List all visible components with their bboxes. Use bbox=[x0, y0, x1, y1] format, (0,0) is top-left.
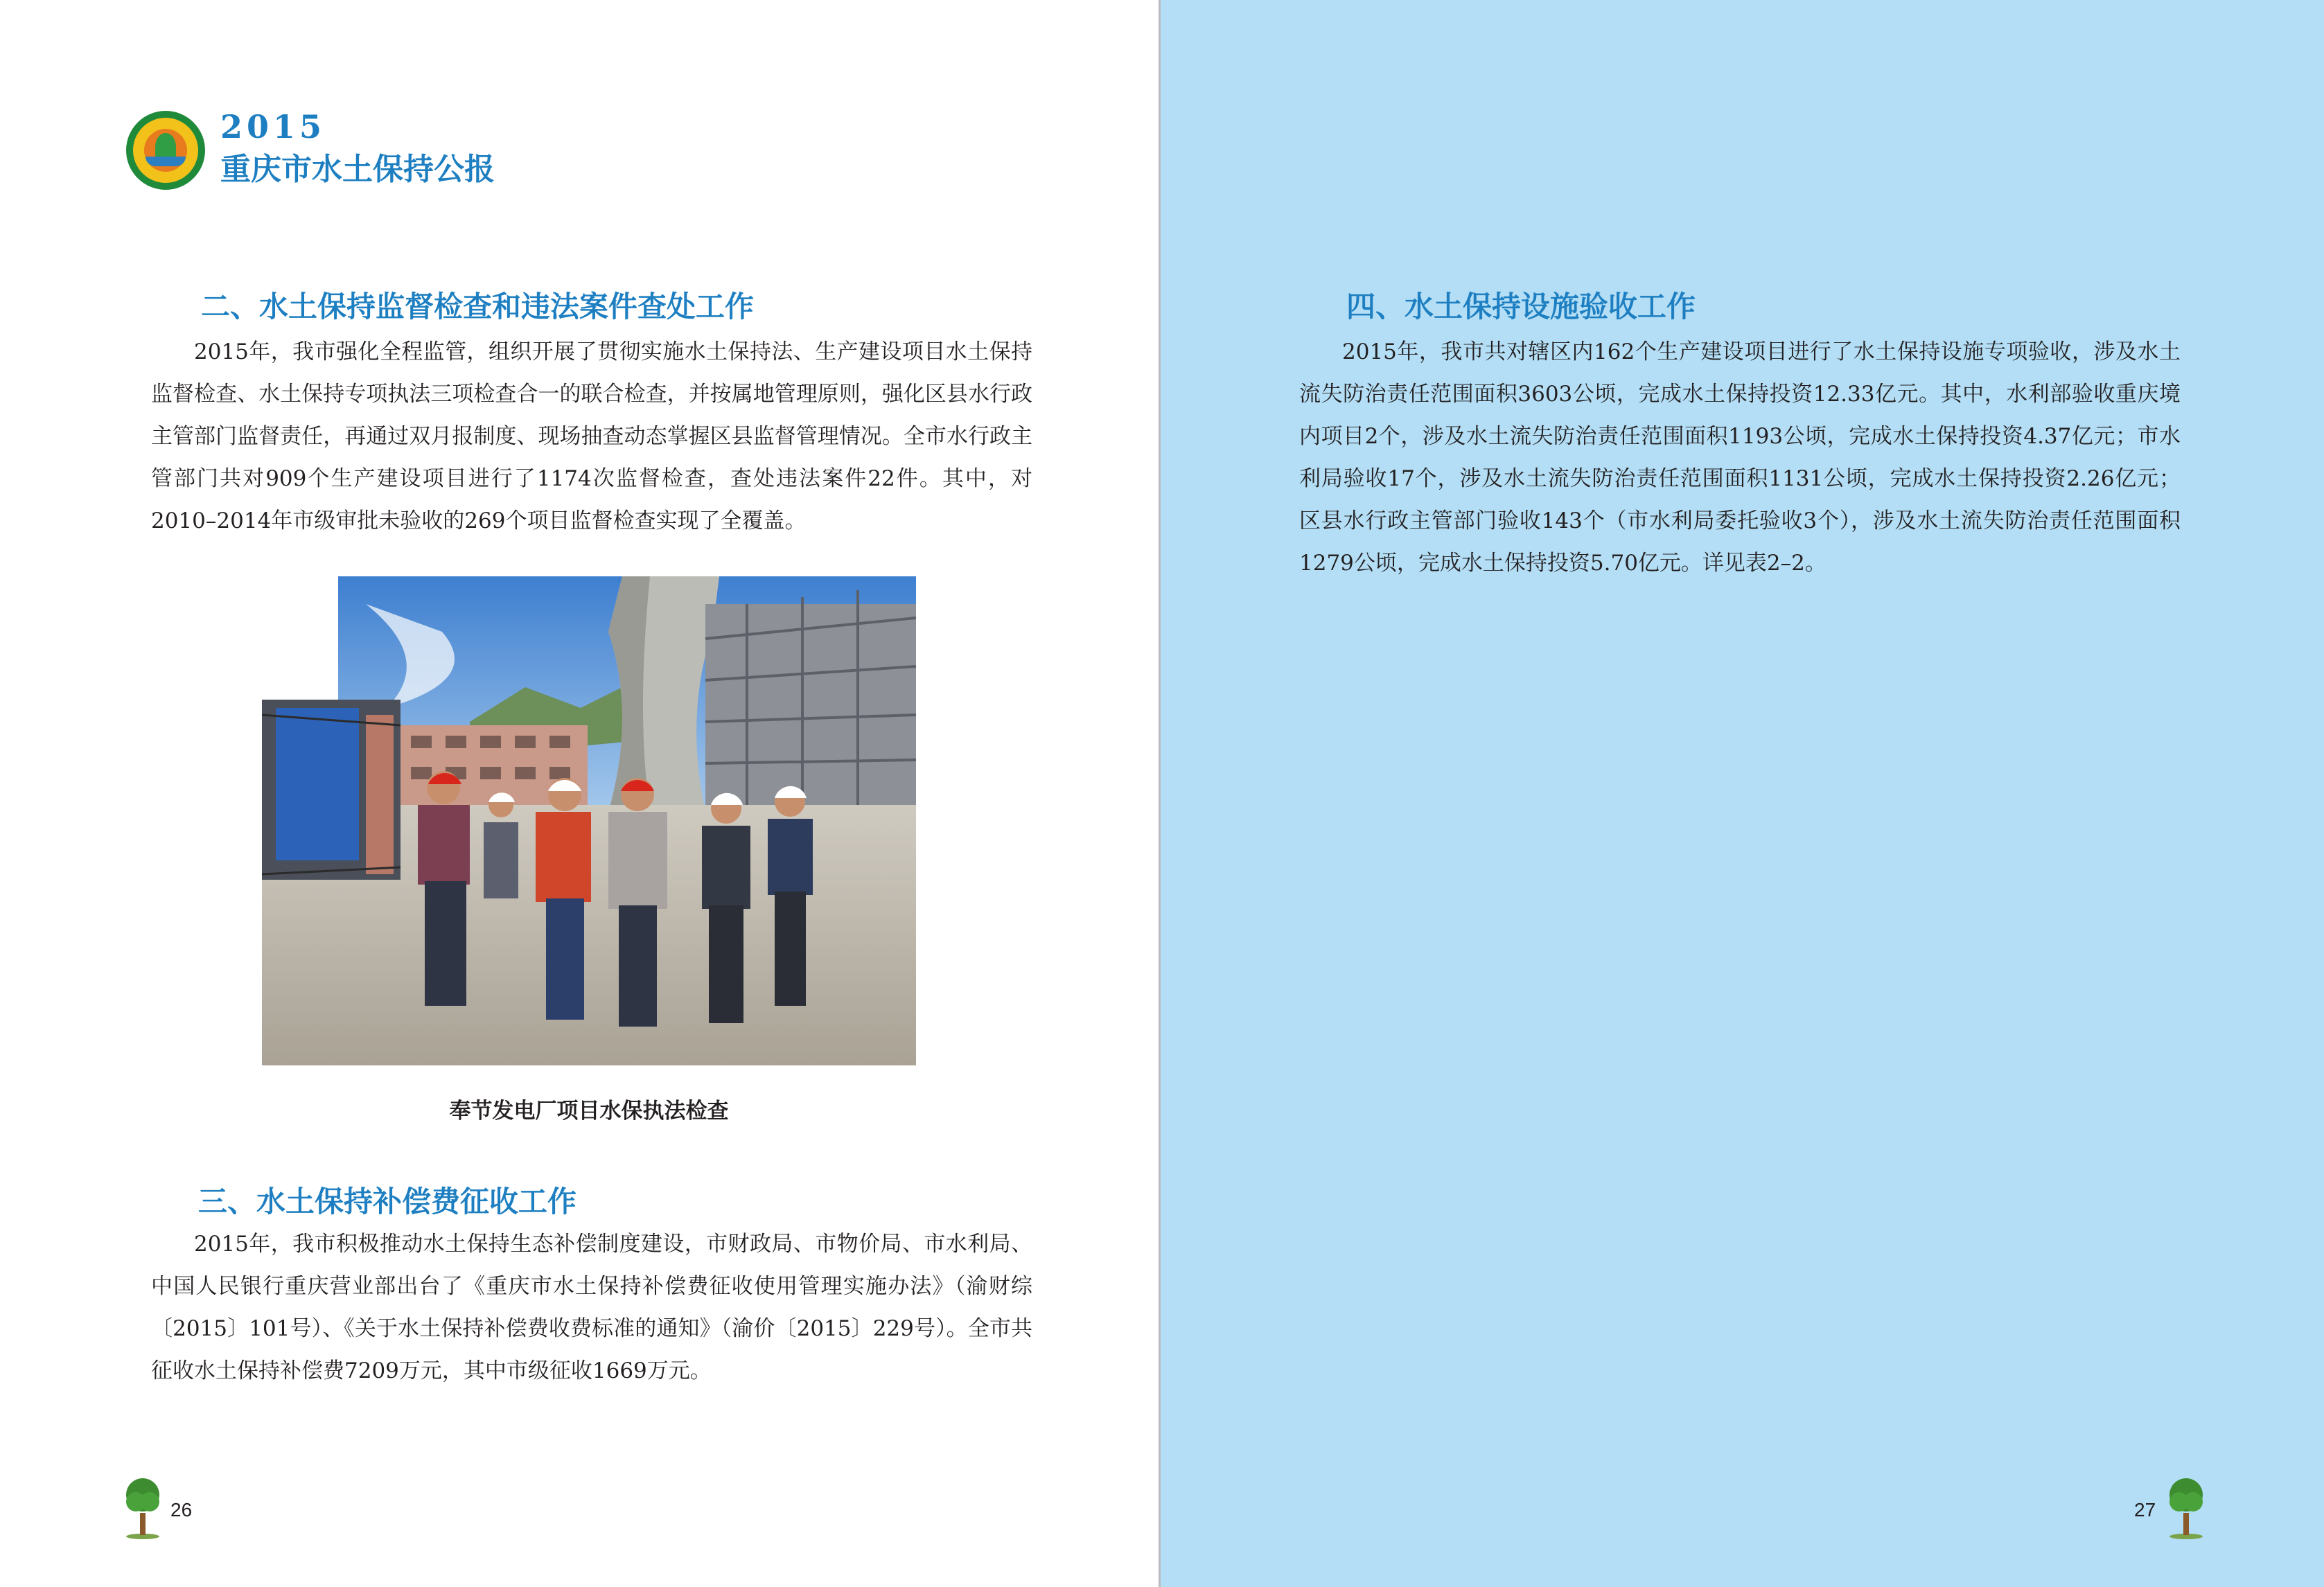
section4-heading: 四、水土保持设施验收工作 bbox=[1346, 290, 1696, 323]
section4-body: 2015年，我市共对辖区内162个生产建设项目进行了水土保持设施专项验收，涉及水土流失防治责任范围面积3603公顷，完成水土保持投资12.33亿元。其中，水利部验收重庆境内项目2个，涉及水土流失防治责任范围面积1193公顷，完成水土保持投资4.37亿元；市水利局验收17个，涉及水土流失防治责任范围面积1131公顷，完成水土保持投资2.26亿元；区县水行政主管部门验收143个（市水利局委托验收3个），涉及水土流失防治责任范围面积1279公顷，完成水土保持投资5.70亿元。详见表2–2。 bbox=[1299, 339, 2181, 576]
section3-body: 2015年，我市积极推动水土保持生态补偿制度建设，市财政局、市物价局、市水利局、中国人民银行重庆营业部出台了《重庆市水土保持补偿费征收使用管理实施办法》（渝财综〔2015〕101号）、《关于水土保持补偿费收费标准的通知》（渝价〔2015〕229号）。全市共征收水土保持补偿费7209万元，其中市级征收1669万元。 bbox=[151, 1232, 1032, 1383]
page-number-left: 26 bbox=[170, 1499, 193, 1520]
section3-heading: 三、水土保持补偿费征收工作 bbox=[198, 1185, 577, 1218]
tree-icon bbox=[2167, 1477, 2206, 1539]
header-title: 重庆市水土保持公报 bbox=[220, 152, 495, 187]
section2-body: 2015年，我市强化全程监管，组织开展了贯彻实施水土保持法、生产建设项目水土保持监督检查、水土保持专项执法三项检查合一的联合检查，并按属地管理原则，强化区县水行政主管部门监督责任，再通过双月报制度、现场抽查动态掌握区县监督管理情况。全市水行政主管部门共对909个生产建设项目进行了1174次监督检查，查处违法案件22件。其中，对2010–2014年市级审批未验收的269个项目监督检查实现了全覆盖。 bbox=[151, 339, 1032, 533]
bulletin-logo bbox=[126, 111, 205, 190]
section2-heading: 二、水土保持监督检查和违法案件查处工作 bbox=[201, 290, 755, 323]
right-page bbox=[1161, 0, 2324, 1587]
header-year: 2015 bbox=[220, 108, 326, 145]
inspection-photo bbox=[262, 576, 916, 1065]
page-number-right: 27 bbox=[2134, 1499, 2156, 1520]
photo-caption: 奉节发电厂项目水保执法检查 bbox=[449, 1099, 729, 1124]
left-page bbox=[0, 0, 1161, 1587]
tree-icon bbox=[123, 1477, 162, 1539]
